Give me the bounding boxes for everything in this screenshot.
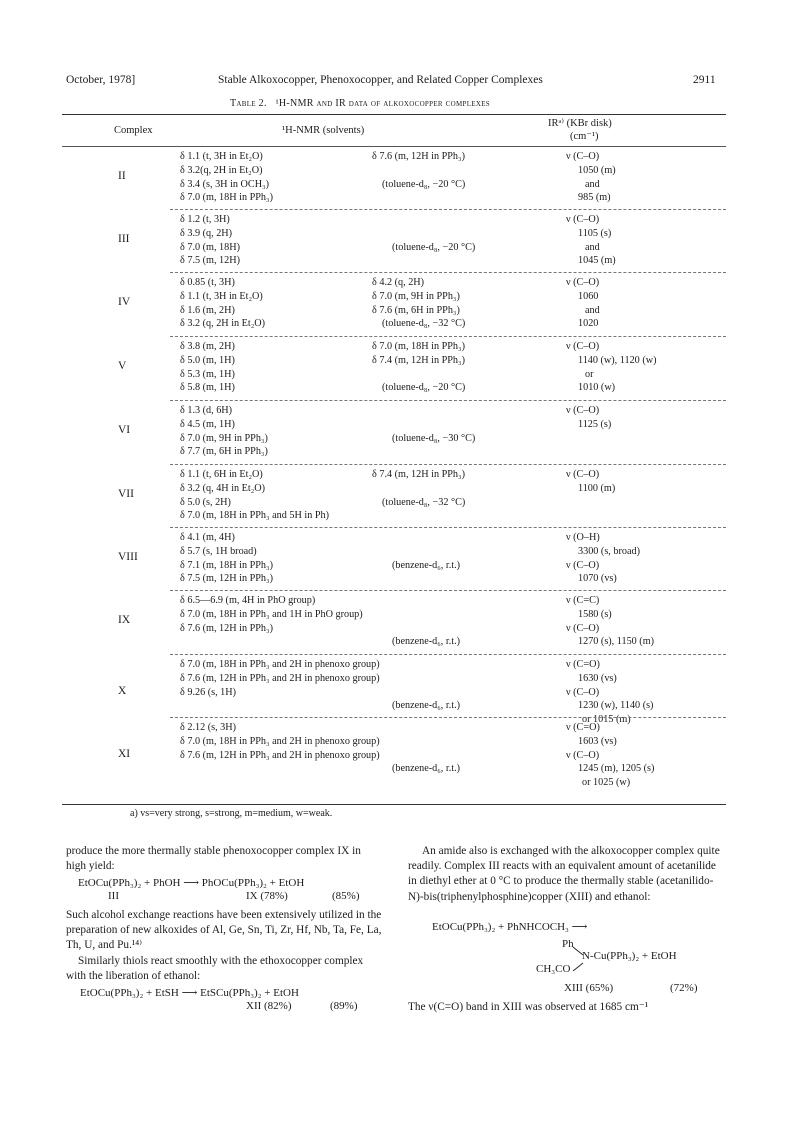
table-caption-label: Table 2. bbox=[230, 98, 267, 109]
nmr-entry: δ 5.3 (m, 1H) bbox=[180, 368, 235, 380]
ir-entry: ν (C–O) bbox=[566, 622, 600, 634]
equation-1: EtOCu(PPh₃)₂ + PhOH ⟶ PhOCu(PPh₃)₂ + EtOH bbox=[78, 877, 305, 889]
ir-entry: ν (C–O) bbox=[566, 341, 600, 352]
complex-label: III bbox=[118, 232, 130, 245]
row-divider bbox=[170, 464, 726, 465]
ir-entry: and bbox=[585, 241, 600, 253]
complex-label: VII bbox=[118, 487, 134, 500]
nmr-solvent: (benzene-d₆, r.t.) bbox=[392, 700, 461, 712]
complex-label: VIII bbox=[118, 550, 138, 563]
complex-label: II bbox=[118, 169, 126, 182]
nmr-entry: δ 3.9 (q, 2H) bbox=[180, 227, 233, 239]
nmr-entry: δ 3.2(q, 2H in Et₂O) bbox=[180, 164, 263, 176]
nmr-entry: δ 0.85 (t, 3H) bbox=[180, 277, 235, 288]
nmr-solvent: (toluene-d₈, −32 °C) bbox=[382, 318, 466, 330]
nmr-entry: δ 5.7 (s, 1H broad) bbox=[180, 545, 257, 557]
complex-label: V bbox=[118, 359, 127, 372]
ir-entry: 1603 (vs) bbox=[578, 735, 617, 747]
ir-entry: and bbox=[585, 304, 600, 316]
left-paragraph-1: produce the more thermally stable phenoxocopper complex IX in high yield: bbox=[66, 845, 361, 873]
nmr-entry: δ 7.0 (m, 18H in PPh₃ and 2H in phenoxo group) bbox=[180, 659, 380, 670]
ir-entry: 1060 bbox=[578, 290, 599, 302]
complex-label: X bbox=[118, 684, 127, 697]
col-header-ir-unit: (cm⁻¹) bbox=[570, 131, 599, 142]
nmr-entry: δ 1.6 (m, 2H) bbox=[180, 304, 235, 316]
nmr-entry: δ 1.1 (t, 3H in Et₂O) bbox=[180, 151, 263, 162]
row-divider bbox=[170, 400, 726, 401]
complex-label: IX bbox=[118, 613, 131, 626]
nmr-solvent: (toluene-d₈, −20 °C) bbox=[392, 241, 476, 253]
nmr-entry: δ 3.8 (m, 2H) bbox=[180, 341, 235, 352]
ir-entry: 1045 (m) bbox=[578, 255, 616, 267]
ir-entry: 1140 (w), 1120 (w) bbox=[578, 354, 657, 366]
equation-3-ethanol-yield: (72%) bbox=[670, 982, 698, 994]
nmr-entry: δ 3.2 (q, 2H in Et₂O) bbox=[180, 318, 266, 330]
ir-entry: 1270 (s), 1150 (m) bbox=[578, 636, 655, 648]
table-caption bbox=[230, 98, 490, 109]
equation-1-product-yield: IX (78%) bbox=[246, 890, 288, 902]
table-footnote: a) vs=very strong, s=strong, m=medium, w=weak. bbox=[130, 808, 333, 819]
ir-entry: and bbox=[585, 178, 600, 190]
nmr-entry: δ 7.0 (m, 18H) bbox=[180, 241, 240, 253]
nmr-entry: δ 3.2 (q, 4H in Et₂O) bbox=[180, 482, 266, 494]
nmr-entry: δ 1.1 (t, 6H in Et₂O) bbox=[180, 469, 263, 480]
ir-entry: 1050 (m) bbox=[578, 164, 616, 176]
nmr-entry: δ 7.0 (m, 9H in PPh₃) bbox=[180, 432, 268, 444]
nmr-solvent: (benzene-d₆, r.t.) bbox=[392, 763, 461, 775]
ir-entry: ν (C=O) bbox=[566, 722, 600, 733]
header-date: October, 1978] bbox=[66, 74, 136, 86]
ir-entry: or 1025 (w) bbox=[582, 777, 631, 789]
left-paragraph-3: Similarly thiols react smoothly with the ethoxocopper complex with the liberation of ethanol: bbox=[66, 955, 364, 983]
equation-1-ethanol-yield: (85%) bbox=[332, 890, 360, 902]
nmr-entry: δ 5.0 (m, 1H) bbox=[180, 354, 235, 366]
nmr-entry: δ 5.0 (s, 2H) bbox=[180, 496, 231, 508]
nmr-solvent: (benzene-d₆, r.t.) bbox=[392, 636, 461, 648]
nmr-entry: δ 7.1 (m, 18H in PPh₃) bbox=[180, 559, 273, 571]
left-paragraph-2: Such alcohol exchange reactions have been extensively utilized in the preparation of new alkoxides of Al, Ge, Sn, Ti, Zr, Hf, Nb, Ta, Fe, La, Th, U, and Pu.¹⁴⁾ bbox=[66, 909, 382, 952]
ir-entry: ν (O–H) bbox=[566, 532, 600, 543]
nmr-entry: δ 1.1 (t, 3H in Et₂O) bbox=[180, 290, 263, 302]
equation-1-reactant-label: III bbox=[108, 890, 119, 902]
nmr-entry: δ 7.0 (m, 9H in PPh₃) bbox=[372, 290, 460, 302]
equation-3-product-yield: XIII (65%) bbox=[564, 982, 614, 994]
ir-entry: ν (C–O) bbox=[566, 277, 600, 288]
ir-entry: 1070 (vs) bbox=[578, 573, 617, 585]
ir-entry: ν (C–O) bbox=[566, 686, 600, 698]
nmr-entry: δ 4.5 (m, 1H) bbox=[180, 418, 235, 430]
nmr-entry: δ 9.26 (s, 1H) bbox=[180, 686, 237, 698]
nmr-entry: δ 5.8 (m, 1H) bbox=[180, 382, 235, 394]
page-number: 2911 bbox=[693, 74, 716, 86]
nmr-entry: δ 3.4 (s, 3H in OCH₃) bbox=[180, 178, 270, 190]
complex-label: IV bbox=[118, 295, 131, 308]
table-bottom-rule bbox=[62, 804, 726, 805]
nmr-entry: δ 7.6 (m, 12H in PPh₃ and 2H in phenoxo group) bbox=[180, 749, 380, 761]
nmr-entry: δ 6.5—6.9 (m, 4H in PhO group) bbox=[180, 595, 316, 606]
nmr-entry: δ 4.2 (q, 2H) bbox=[372, 277, 425, 288]
nmr-entry: δ 7.0 (m, 18H in PPh₃) bbox=[372, 341, 465, 352]
equation-3-ph: Ph bbox=[562, 938, 574, 950]
row-divider bbox=[170, 272, 726, 273]
equation-2-product-yield: XII (82%) bbox=[246, 1000, 292, 1012]
ir-entry: 1010 (w) bbox=[578, 382, 616, 394]
nmr-solvent: (toluene-d₈, −32 °C) bbox=[382, 496, 466, 508]
nmr-entry: δ 7.6 (m, 12H in PPh₃ and 2H in phenoxo group) bbox=[180, 672, 380, 684]
ir-entry: 1125 (s) bbox=[578, 418, 612, 430]
nmr-entry: δ 7.6 (m, 12H in PPh₃) bbox=[372, 151, 465, 162]
col-header-nmr: ¹H-NMR (solvents) bbox=[282, 125, 365, 136]
table-caption-text: ¹H-NMR and IR data of alkoxocopper complexes bbox=[275, 98, 490, 109]
nmr-solvent: (toluene-d₈, −20 °C) bbox=[382, 382, 466, 394]
nmr-entry: δ 7.4 (m, 12H in PPh₃) bbox=[372, 469, 465, 480]
equation-3-acetyl: CH₃CO bbox=[536, 963, 571, 975]
table-header-rule bbox=[62, 146, 726, 147]
complex-label: XI bbox=[118, 747, 131, 760]
ir-entry: ν (C–O) bbox=[566, 214, 600, 225]
ir-entry: or bbox=[585, 368, 594, 380]
row-divider bbox=[170, 209, 726, 210]
nmr-entry: δ 1.2 (t, 3H) bbox=[180, 214, 230, 225]
ir-entry: ν (C–O) bbox=[566, 151, 600, 162]
nmr-entry: δ 4.1 (m, 4H) bbox=[180, 532, 235, 543]
ir-entry: or 1015 (m) bbox=[582, 714, 631, 726]
row-divider bbox=[170, 336, 726, 337]
ir-entry: ν (C–O) bbox=[566, 749, 600, 761]
nmr-entry: δ 7.6 (m, 12H in PPh₃) bbox=[180, 622, 273, 634]
nmr-entry: δ 7.0 (m, 18H in PPh₃) bbox=[180, 192, 273, 204]
equation-3: EtOCu(PPh₃)₂ + PhNHCOCH₃ ⟶ bbox=[432, 921, 588, 933]
ir-entry: 1230 (w), 1140 (s) bbox=[578, 700, 654, 712]
nmr-entry: δ 7.7 (m, 6H in PPh₃) bbox=[180, 446, 268, 458]
nmr-entry: δ 7.0 (m, 18H in PPh₃ and 2H in phenoxo group) bbox=[180, 735, 380, 747]
nmr-entry: δ 2.12 (s, 3H) bbox=[180, 722, 237, 733]
ir-entry: ν (C=C) bbox=[566, 595, 600, 606]
ir-entry: 1105 (s) bbox=[578, 227, 612, 239]
row-divider bbox=[170, 717, 726, 718]
equation-2: EtOCu(PPh₃)₂ + EtSH ⟶ EtSCu(PPh₃)₂ + EtOH bbox=[80, 987, 299, 999]
ir-entry: 1580 (s) bbox=[578, 608, 612, 620]
col-header-complex: Complex bbox=[114, 125, 153, 136]
header-title: Stable Alkoxocopper, Phenoxocopper, and Related Copper Complexes bbox=[218, 74, 543, 86]
row-divider bbox=[170, 590, 726, 591]
right-paragraph-2: The ν(C=O) band in XIII was observed at 1685 cm⁻¹ bbox=[408, 1001, 649, 1013]
row-divider bbox=[170, 527, 726, 528]
nmr-entry: δ 7.4 (m, 12H in PPh₃) bbox=[372, 354, 465, 366]
row-divider bbox=[170, 654, 726, 655]
nmr-solvent: (toluene-d₈, −20 °C) bbox=[382, 178, 466, 190]
ir-entry: 985 (m) bbox=[578, 192, 611, 204]
nmr-entry: δ 7.6 (m, 6H in PPh₃) bbox=[372, 304, 460, 316]
nmr-entry: δ 7.0 (m, 18H in PPh₃ and 5H in Ph) bbox=[180, 510, 330, 522]
nmr-solvent: (benzene-d₆, r.t.) bbox=[392, 559, 461, 571]
ir-entry: ν (C–O) bbox=[566, 405, 600, 416]
complex-label: VI bbox=[118, 423, 131, 436]
nmr-entry: δ 1.3 (d, 6H) bbox=[180, 405, 233, 416]
ir-entry: ν (C=O) bbox=[566, 659, 600, 670]
ir-entry: 3300 (s, broad) bbox=[578, 545, 640, 557]
col-header-ir: IRᵃ⁾ (KBr disk) bbox=[548, 118, 612, 129]
ir-entry: 1100 (m) bbox=[578, 482, 616, 494]
ir-entry: 1020 bbox=[578, 318, 599, 330]
nmr-entry: δ 7.5 (m, 12H in PPh₃) bbox=[180, 573, 273, 585]
nmr-solvent: (toluene-d₈, −30 °C) bbox=[392, 432, 476, 444]
nmr-entry: δ 7.5 (m, 12H) bbox=[180, 255, 240, 267]
nmr-entry: δ 7.0 (m, 18H in PPh₃ and 1H in PhO group) bbox=[180, 608, 363, 620]
ir-entry: 1630 (vs) bbox=[578, 672, 617, 684]
ir-entry: ν (C–O) bbox=[566, 559, 600, 571]
equation-3-main: N-Cu(PPh₃)₂ + EtOH bbox=[582, 950, 677, 962]
table-top-rule bbox=[62, 114, 726, 115]
equation-2-ethanol-yield: (89%) bbox=[330, 1000, 358, 1012]
ir-entry: ν (C–O) bbox=[566, 469, 600, 480]
right-paragraph-1: An amide also is exchanged with the alkoxocopper complex quite readily. Complex III reacts with an equivalent amount of acetanilide in diethyl ether at 0 °C to produce the thermally stable (acetanilido-N)-bis(triphenylphosphine)copper (XIII) and ethanol: bbox=[408, 845, 720, 903]
ir-entry: 1245 (m), 1205 (s) bbox=[578, 763, 655, 775]
